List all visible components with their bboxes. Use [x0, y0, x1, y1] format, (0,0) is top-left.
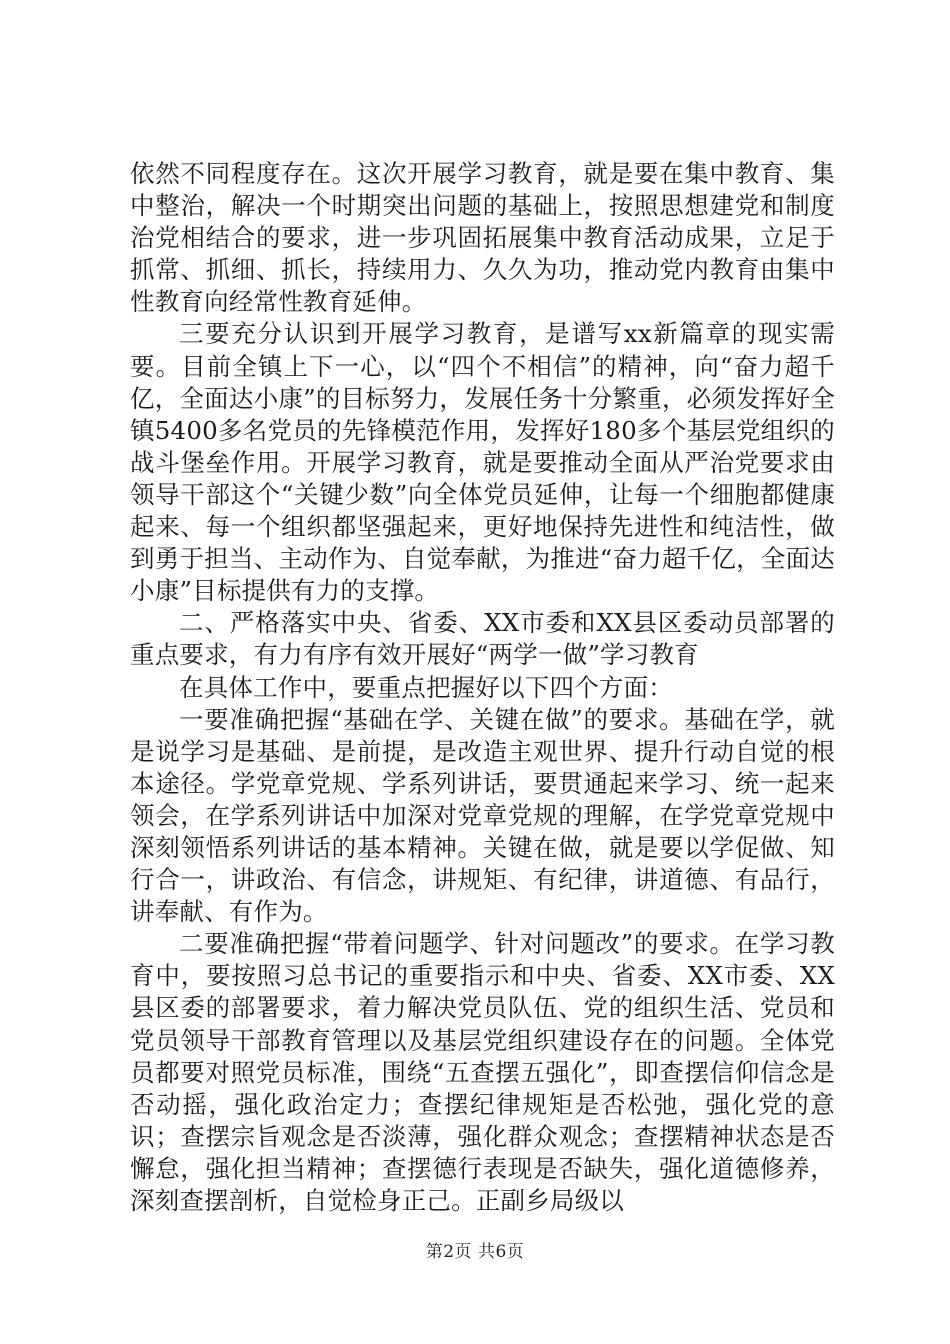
page-number-footer: 第2页 共6页: [425, 1242, 525, 1262]
section-heading-2: 二、严格落实中央、省委、XX市委和XX县区委动员部署的重点要求，有力有序有效开展好“两学一做”学习教育: [130, 608, 835, 670]
paragraph-1: 依然不同程度存在。这次开展学习教育，就是要在集中教育、集中整治，解决一个时期突出问题的基础上，按照思想建党和制度治党相结合的要求，进一步巩固拓展集中教育活动成果，立足于抓常、抓细、抓长，持续用力、久久为功，推动党内教育由集中性教育向经常性教育延伸。: [130, 159, 835, 317]
document-body: [130, 158, 835, 1217]
paragraph-5: 一要准确把握“基础在学、关键在做”的要求。基础在学，就是说学习是基础、是前提，是改造主观世界、提升行动自觉的根本途径。学党章党规、学系列讲话，要贯通起来学习、统一起来领会，在学系列讲话中加深对党章党规的理解，在学党章党规中深刻领悟系列讲话的基本精神。关键在做，就是要以学促做、知行合一，讲政治、有信念，讲规矩、有纪律，讲道德、有品行，讲奉献、有作为。: [130, 704, 835, 927]
paragraph-6: 二要准确把握“带着问题学、针对问题改”的要求。在学习教育中，要按照习总书记的重要指示和中央、省委、XX市委、XX县区委的部署要求，着力解决党员队伍、党的组织生活、党员和党员领导干部教育管理以及基层党组织建设存在的问题。全体党员都要对照党员标准，围绕“五查摆五强化”，即查摆信仰信念是否动摇，强化政治定力；查摆纪律规矩是否松弛，强化党的意识；查摆宗旨观念是否淡薄，强化群众观念；查摆精神状态是否懈怠，强化担当精神；查摆德行表现是否缺失，强化道德修养，深刻查摆剖析，自觉检身正己。正副乡局级以: [130, 929, 835, 1215]
paragraph-2: 三要充分认识到开展学习教育，是谱写xx新篇章的现实需要。目前全镇上下一心，以“四个不相信”的精神，向“奋力超千亿，全面达小康”的目标努力，发展任务十分繁重，必须发挥好全镇5400多名党员的先锋模范作用，发挥好180多个基层党组织的战斗堡垒作用。开展学习教育，就是要推动全面从严治党要求由领导干部这个“关键少数”向全体党员延伸，让每一个细胞都健康起来、每一个组织都坚强起来，更好地保持先进性和纯洁性，做到勇于担当、主动作为、自觉奉献，为推进“奋力超千亿，全面达小康”目标提供有力的支撑。: [130, 319, 835, 606]
paragraph-4: 在具体工作中，要重点把握好以下四个方面：: [179, 672, 673, 702]
